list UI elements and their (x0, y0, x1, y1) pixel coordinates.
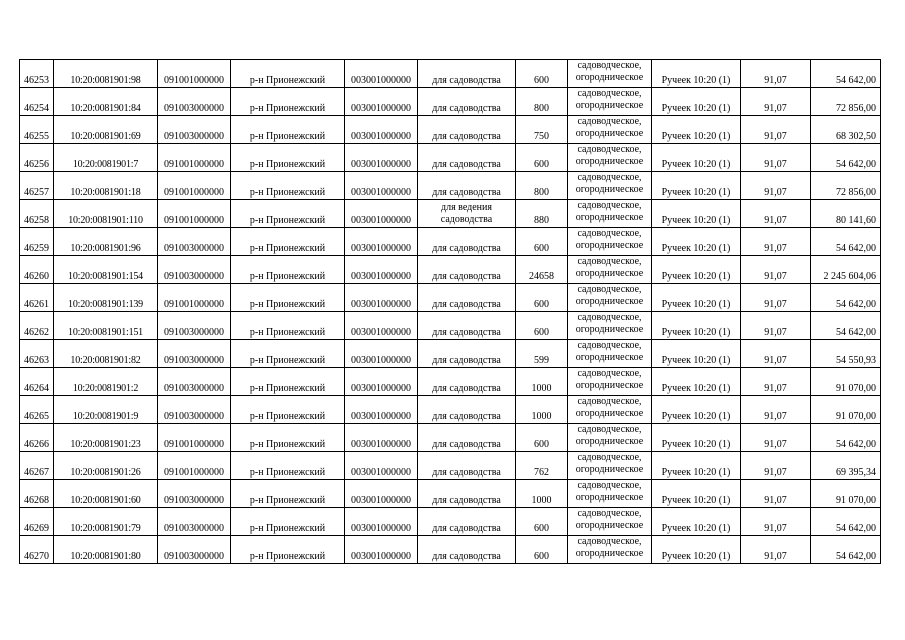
okato-code-cell: 091003000000 (158, 256, 231, 284)
cadastral-value-cell: 69 395,34 (811, 452, 881, 480)
cadastral-value-cell: 54 642,00 (811, 228, 881, 256)
table-row (20, 452, 881, 480)
record-number-cell: 46260 (20, 256, 54, 284)
cadastral-number-cell: 10:20:0081901:80 (54, 536, 158, 564)
cadastral-value-cell: 54 550,93 (811, 340, 881, 368)
permitted-use-cell: для садоводства (418, 284, 516, 312)
district-cell: р-н Прионежский (231, 172, 345, 200)
record-number-cell: 46253 (20, 60, 54, 88)
cadastral-number-cell: 10:20:0081901:79 (54, 508, 158, 536)
valuation-zone-cell: Ручеек 10:20 (1) (652, 340, 741, 368)
valuation-zone-cell: Ручеек 10:20 (1) (652, 508, 741, 536)
okato-code-cell: 091001000000 (158, 424, 231, 452)
district-cell: р-н Прионежский (231, 340, 345, 368)
valuation-zone-cell: Ручеек 10:20 (1) (652, 88, 741, 116)
specific-value-cell: 91,07 (741, 144, 811, 172)
oktmo-code-cell: 003001000000 (345, 172, 418, 200)
cadastral-number-cell: 10:20:0081901:9 (54, 396, 158, 424)
table-row (20, 508, 881, 536)
cadastral-value-cell: 54 642,00 (811, 508, 881, 536)
area-cell: 762 (516, 452, 568, 480)
specific-value-cell: 91,07 (741, 508, 811, 536)
district-cell: р-н Прионежский (231, 368, 345, 396)
area-cell: 24658 (516, 256, 568, 284)
specific-value-cell: 91,07 (741, 284, 811, 312)
okato-code-cell: 091003000000 (158, 368, 231, 396)
district-cell: р-н Прионежский (231, 396, 345, 424)
permitted-use-cell: для садоводства (418, 116, 516, 144)
cadastral-value-cell: 54 642,00 (811, 536, 881, 564)
area-cell: 600 (516, 284, 568, 312)
cadastral-value-cell: 54 642,00 (811, 60, 881, 88)
record-number-cell: 46257 (20, 172, 54, 200)
specific-value-cell: 91,07 (741, 116, 811, 144)
permitted-use-cell: для садоводства (418, 368, 516, 396)
record-number-cell: 46254 (20, 88, 54, 116)
okato-code-cell: 091001000000 (158, 60, 231, 88)
purpose-cell: садоводческое, огородническое (568, 368, 652, 396)
specific-value-cell: 91,07 (741, 452, 811, 480)
valuation-zone-cell: Ручеек 10:20 (1) (652, 116, 741, 144)
table-row (20, 256, 881, 284)
area-cell: 600 (516, 424, 568, 452)
table-row (20, 424, 881, 452)
okato-code-cell: 091003000000 (158, 508, 231, 536)
oktmo-code-cell: 003001000000 (345, 88, 418, 116)
area-cell: 880 (516, 200, 568, 228)
area-cell: 600 (516, 536, 568, 564)
district-cell: р-н Прионежский (231, 144, 345, 172)
permitted-use-cell: для ведения садоводства (418, 200, 516, 228)
area-cell: 1000 (516, 396, 568, 424)
district-cell: р-н Прионежский (231, 60, 345, 88)
cadastral-value-cell: 54 642,00 (811, 424, 881, 452)
table-row (20, 368, 881, 396)
okato-code-cell: 091001000000 (158, 200, 231, 228)
okato-code-cell: 091001000000 (158, 172, 231, 200)
valuation-zone-cell: Ручеек 10:20 (1) (652, 536, 741, 564)
cadastral-number-cell: 10:20:0081901:18 (54, 172, 158, 200)
cadastral-number-cell: 10:20:0081901:110 (54, 200, 158, 228)
oktmo-code-cell: 003001000000 (345, 116, 418, 144)
permitted-use-cell: для садоводства (418, 312, 516, 340)
oktmo-code-cell: 003001000000 (345, 452, 418, 480)
valuation-zone-cell: Ручеек 10:20 (1) (652, 284, 741, 312)
table-row (20, 284, 881, 312)
purpose-cell: садоводческое, огородническое (568, 116, 652, 144)
area-cell: 750 (516, 116, 568, 144)
district-cell: р-н Прионежский (231, 228, 345, 256)
area-cell: 800 (516, 172, 568, 200)
table-row (20, 480, 881, 508)
okato-code-cell: 091003000000 (158, 88, 231, 116)
purpose-cell: садоводческое, огородническое (568, 480, 652, 508)
area-cell: 600 (516, 228, 568, 256)
oktmo-code-cell: 003001000000 (345, 200, 418, 228)
record-number-cell: 46263 (20, 340, 54, 368)
area-cell: 800 (516, 88, 568, 116)
oktmo-code-cell: 003001000000 (345, 312, 418, 340)
cadastral-value-cell: 54 642,00 (811, 284, 881, 312)
cadastral-value-cell: 2 245 604,06 (811, 256, 881, 284)
specific-value-cell: 91,07 (741, 536, 811, 564)
area-cell: 1000 (516, 480, 568, 508)
purpose-cell: садоводческое, огородническое (568, 284, 652, 312)
district-cell: р-н Прионежский (231, 424, 345, 452)
okato-code-cell: 091003000000 (158, 340, 231, 368)
oktmo-code-cell: 003001000000 (345, 228, 418, 256)
cadastral-number-cell: 10:20:0081901:151 (54, 312, 158, 340)
specific-value-cell: 91,07 (741, 200, 811, 228)
area-cell: 600 (516, 144, 568, 172)
cadastral-number-cell: 10:20:0081901:84 (54, 88, 158, 116)
table-row (20, 396, 881, 424)
cadastral-value-cell: 54 642,00 (811, 312, 881, 340)
area-cell: 599 (516, 340, 568, 368)
cadastral-value-cell: 54 642,00 (811, 144, 881, 172)
table-row (20, 60, 881, 88)
record-number-cell: 46259 (20, 228, 54, 256)
permitted-use-cell: для садоводства (418, 508, 516, 536)
cadastral-value-cell: 68 302,50 (811, 116, 881, 144)
permitted-use-cell: для садоводства (418, 536, 516, 564)
oktmo-code-cell: 003001000000 (345, 368, 418, 396)
valuation-zone-cell: Ручеек 10:20 (1) (652, 144, 741, 172)
permitted-use-cell: для садоводства (418, 60, 516, 88)
cadastral-value-cell: 72 856,00 (811, 172, 881, 200)
cadastral-number-cell: 10:20:0081901:26 (54, 452, 158, 480)
district-cell: р-н Прионежский (231, 116, 345, 144)
specific-value-cell: 91,07 (741, 340, 811, 368)
purpose-cell: садоводческое, огородническое (568, 172, 652, 200)
permitted-use-cell: для садоводства (418, 256, 516, 284)
record-number-cell: 46265 (20, 396, 54, 424)
specific-value-cell: 91,07 (741, 396, 811, 424)
valuation-zone-cell: Ручеек 10:20 (1) (652, 424, 741, 452)
record-number-cell: 46261 (20, 284, 54, 312)
oktmo-code-cell: 003001000000 (345, 396, 418, 424)
specific-value-cell: 91,07 (741, 60, 811, 88)
okato-code-cell: 091003000000 (158, 116, 231, 144)
valuation-zone-cell: Ручеек 10:20 (1) (652, 256, 741, 284)
table-row (20, 312, 881, 340)
record-number-cell: 46268 (20, 480, 54, 508)
cadastral-number-cell: 10:20:0081901:96 (54, 228, 158, 256)
oktmo-code-cell: 003001000000 (345, 284, 418, 312)
cadastral-value-cell: 91 070,00 (811, 396, 881, 424)
valuation-zone-cell: Ручеек 10:20 (1) (652, 396, 741, 424)
record-number-cell: 46262 (20, 312, 54, 340)
oktmo-code-cell: 003001000000 (345, 424, 418, 452)
purpose-cell: садоводческое, огородническое (568, 312, 652, 340)
permitted-use-cell: для садоводства (418, 228, 516, 256)
purpose-cell: садоводческое, огородническое (568, 452, 652, 480)
record-number-cell: 46264 (20, 368, 54, 396)
oktmo-code-cell: 003001000000 (345, 480, 418, 508)
table-body (20, 60, 881, 564)
specific-value-cell: 91,07 (741, 172, 811, 200)
table-row (20, 536, 881, 564)
cadastral-number-cell: 10:20:0081901:82 (54, 340, 158, 368)
permitted-use-cell: для садоводства (418, 396, 516, 424)
cadastral-value-cell: 72 856,00 (811, 88, 881, 116)
district-cell: р-н Прионежский (231, 284, 345, 312)
oktmo-code-cell: 003001000000 (345, 144, 418, 172)
district-cell: р-н Прионежский (231, 480, 345, 508)
record-number-cell: 46266 (20, 424, 54, 452)
cadastral-number-cell: 10:20:0081901:7 (54, 144, 158, 172)
record-number-cell: 46258 (20, 200, 54, 228)
purpose-cell: садоводческое, огородническое (568, 88, 652, 116)
purpose-cell: садоводческое, огородническое (568, 144, 652, 172)
purpose-cell: садоводческое, огородническое (568, 256, 652, 284)
okato-code-cell: 091003000000 (158, 480, 231, 508)
table-row (20, 172, 881, 200)
purpose-cell: садоводческое, огородническое (568, 424, 652, 452)
purpose-cell: садоводческое, огородническое (568, 340, 652, 368)
district-cell: р-н Прионежский (231, 452, 345, 480)
cadastral-value-cell: 91 070,00 (811, 368, 881, 396)
purpose-cell: садоводческое, огородническое (568, 60, 652, 88)
area-cell: 600 (516, 312, 568, 340)
district-cell: р-н Прионежский (231, 536, 345, 564)
permitted-use-cell: для садоводства (418, 480, 516, 508)
okato-code-cell: 091003000000 (158, 396, 231, 424)
oktmo-code-cell: 003001000000 (345, 256, 418, 284)
oktmo-code-cell: 003001000000 (345, 508, 418, 536)
permitted-use-cell: для садоводства (418, 144, 516, 172)
district-cell: р-н Прионежский (231, 312, 345, 340)
district-cell: р-н Прионежский (231, 88, 345, 116)
specific-value-cell: 91,07 (741, 424, 811, 452)
permitted-use-cell: для садоводства (418, 172, 516, 200)
cadastral-number-cell: 10:20:0081901:2 (54, 368, 158, 396)
cadastral-number-cell: 10:20:0081901:60 (54, 480, 158, 508)
cadastral-number-cell: 10:20:0081901:23 (54, 424, 158, 452)
purpose-cell: садоводческое, огородническое (568, 228, 652, 256)
oktmo-code-cell: 003001000000 (345, 340, 418, 368)
valuation-zone-cell: Ручеек 10:20 (1) (652, 452, 741, 480)
specific-value-cell: 91,07 (741, 256, 811, 284)
valuation-zone-cell: Ручеек 10:20 (1) (652, 480, 741, 508)
permitted-use-cell: для садоводства (418, 452, 516, 480)
area-cell: 1000 (516, 368, 568, 396)
valuation-zone-cell: Ручеек 10:20 (1) (652, 60, 741, 88)
record-number-cell: 46267 (20, 452, 54, 480)
district-cell: р-н Прионежский (231, 256, 345, 284)
okato-code-cell: 091003000000 (158, 312, 231, 340)
valuation-zone-cell: Ручеек 10:20 (1) (652, 200, 741, 228)
purpose-cell: садоводческое, огородническое (568, 396, 652, 424)
valuation-zone-cell: Ручеек 10:20 (1) (652, 312, 741, 340)
cadastral-number-cell: 10:20:0081901:139 (54, 284, 158, 312)
okato-code-cell: 091001000000 (158, 452, 231, 480)
cadastral-value-cell: 80 141,60 (811, 200, 881, 228)
table-row (20, 88, 881, 116)
specific-value-cell: 91,07 (741, 480, 811, 508)
okato-code-cell: 091001000000 (158, 144, 231, 172)
table-row (20, 228, 881, 256)
table-row (20, 340, 881, 368)
okato-code-cell: 091001000000 (158, 284, 231, 312)
record-number-cell: 46255 (20, 116, 54, 144)
okato-code-cell: 091003000000 (158, 536, 231, 564)
permitted-use-cell: для садоводства (418, 340, 516, 368)
district-cell: р-н Прионежский (231, 200, 345, 228)
specific-value-cell: 91,07 (741, 312, 811, 340)
specific-value-cell: 91,07 (741, 228, 811, 256)
record-number-cell: 46270 (20, 536, 54, 564)
cadastral-number-cell: 10:20:0081901:154 (54, 256, 158, 284)
valuation-zone-cell: Ручеек 10:20 (1) (652, 172, 741, 200)
record-number-cell: 46269 (20, 508, 54, 536)
cadastral-value-table (19, 59, 881, 564)
permitted-use-cell: для садоводства (418, 88, 516, 116)
specific-value-cell: 91,07 (741, 368, 811, 396)
cadastral-number-cell: 10:20:0081901:98 (54, 60, 158, 88)
record-number-cell: 46256 (20, 144, 54, 172)
district-cell: р-н Прионежский (231, 508, 345, 536)
valuation-zone-cell: Ручеек 10:20 (1) (652, 368, 741, 396)
cadastral-number-cell: 10:20:0081901:69 (54, 116, 158, 144)
oktmo-code-cell: 003001000000 (345, 60, 418, 88)
purpose-cell: садоводческое, огородническое (568, 508, 652, 536)
table-row (20, 116, 881, 144)
table-row (20, 200, 881, 228)
oktmo-code-cell: 003001000000 (345, 536, 418, 564)
area-cell: 600 (516, 60, 568, 88)
permitted-use-cell: для садоводства (418, 424, 516, 452)
table-row (20, 144, 881, 172)
cadastral-value-cell: 91 070,00 (811, 480, 881, 508)
okato-code-cell: 091003000000 (158, 228, 231, 256)
area-cell: 600 (516, 508, 568, 536)
valuation-zone-cell: Ручеек 10:20 (1) (652, 228, 741, 256)
specific-value-cell: 91,07 (741, 88, 811, 116)
purpose-cell: садоводческое, огородническое (568, 536, 652, 564)
purpose-cell: садоводческое, огородническое (568, 200, 652, 228)
